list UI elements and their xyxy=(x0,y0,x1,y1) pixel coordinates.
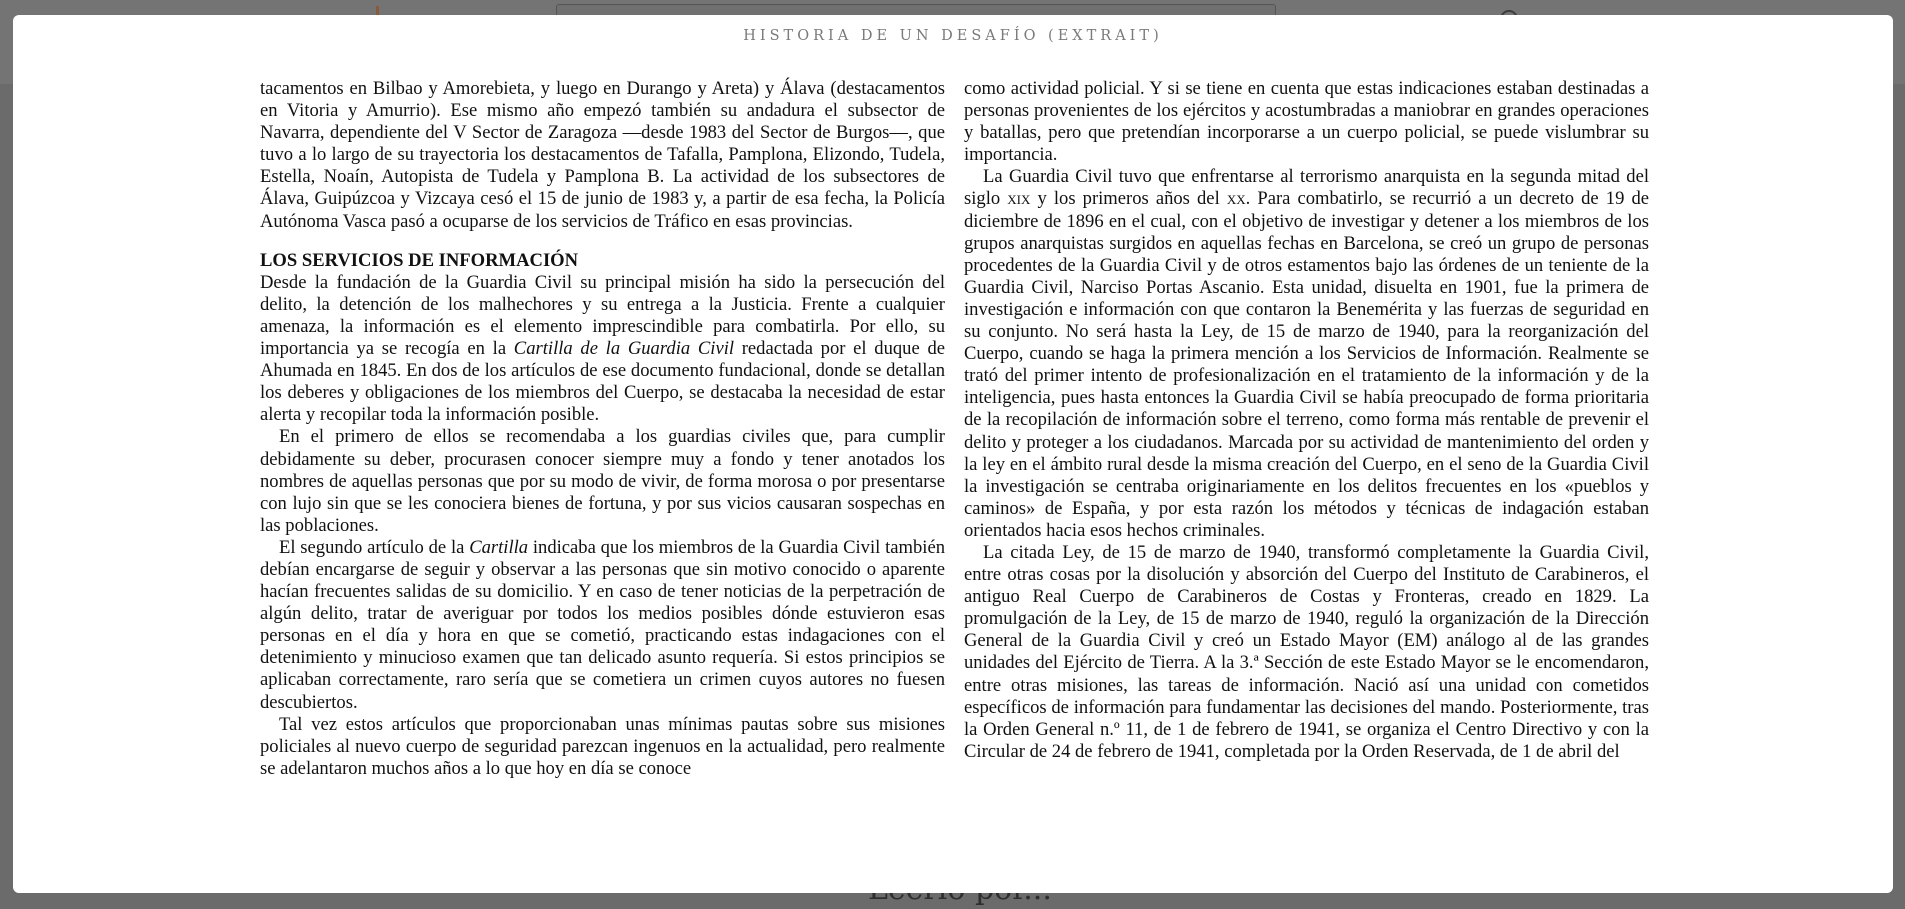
text-column-left xyxy=(260,78,945,780)
century-numeral: xx xyxy=(1226,188,1246,210)
text-run: El segundo artículo de la xyxy=(279,536,470,558)
text-run: redactada por el duque de Ahumada en 1845. En dos de los artículos de ese documento fundacional, donde se detallan los deberes y obligaciones de los miembros del Cuerpo, se destacaba la necesidad de estar alerta y recopilar toda la información posible. xyxy=(260,338,945,426)
paragraph: La citada Ley, de 15 de marzo de 1940, transformó completamente la Guardia Civil, entre otras cosas por la disolución y absorción del Cuerpo del Instituto de Carabineros, el antiguo Real Cuerpo de Carabineros de Costas y Fronteras, creado en 1829. La promulgación de la Ley, de 15 de marzo de 1940, reguló la organización de la Dirección General de la Guardia Civil y creó un Estado Mayor (EM) análogo al de las grandes unidades del Ejército de Tierra. A la 3.ª Sección de este Estado Mayor se le encomendaron, entre otras misiones, las tareas de información. Nació así una unidad con cometidos específicos de información para fundamentar las decisiones del mando. Posteriormente, tras la Orden General n.º 11, de 1 de febrero de 1941, se organiza el Centro Directivo y con la Circular de 24 de febrero de 1941, completada por la Orden Reservada, de 1 de abril del xyxy=(964,541,1649,762)
text-run: y los primeros años del xyxy=(1030,188,1227,210)
modal-title: HISTORIA DE UN DESAFÍO (EXTRAIT) xyxy=(743,28,1163,44)
paragraph: Tal vez estos artículos que proporcionaban unas mínimas pautas sobre sus misiones policiales al nuevo cuerpo de seguridad parezcan ingenuos en la actualidad, pero realmente se adelantaron muchos años a lo que hoy en día se conoce xyxy=(260,713,945,779)
text-run: La Guardia Civil tuvo que enfrentarse al terrorismo anarquista en la segunda mitad del siglo xyxy=(964,166,1649,210)
text-column-right xyxy=(964,78,1649,763)
italic-title: Cartilla de la Guardia Civil xyxy=(513,338,735,360)
text-run: . Para combatirlo, se recurrió a un decreto de 19 de diciembre de 1896 en el cual, con el objetivo de investigar y detener a los miembros de los grupos anarquistas surgidos en aquellas fechas en Barcelona, se creó un grupo de personas procedentes de la Guardia Civil y de otros estamentos bajo las órdenes de un teniente de la Guardia Civil, Narciso Portas Ascanio. Esta unidad, disuelta en 1901, fue la primera de investigación e información con que contaron la Benemérita y las fuerzas de seguridad en su conjunto. No será hasta la Ley, de 15 de marzo de 1940, para la reorganización del Cuerpo, cuando se haga la primera mención a los Servicios de Información. Realmente se trató del primer intento de profesionalización en el tratamiento de la información y de la inteligencia, pues hasta entonces la Guardia Civil se había preocupado de forma prioritaria de la recopilación de información sobre el terreno, como forma más rentable de prevenir el delito y proteger a los ciudadanos. Marcada por su actividad de mantenimiento del orden y la ley en el ámbito rural desde la misma creación del Cuerpo, en el seno de la Guardia Civil la investigación se centraba originariamente en los delitos frecuentes en los «pueblos y caminos» de España, y por esta razón los métodos y técnicas de indagación estaban orientados hacia esos hechos criminales. xyxy=(964,188,1650,541)
excerpt-modal xyxy=(13,15,1893,893)
paragraph: como actividad policial. Y si se tiene en cuenta que estas indicaciones estaban destinadas a personas provenientes de los ejércitos y acostumbradas a maniobrar en grandes operaciones y batallas, pero que pretendían incorporarse a un cuerpo policial, se puede vislumbrar su importancia. xyxy=(964,78,1649,166)
paragraph xyxy=(260,272,945,427)
paragraph: En el primero de ellos se recomendaba a los guardias civiles que, para cumplir debidamente su deber, procurasen conocer siempre muy a fondo y tener anotados los nombres de aquellas personas que por su modo de vivir, de forma morosa o por presentarse con lujo sin que se les conociera bienes de fortuna, y por sus vicios causaran sospechas en las poblaciones. xyxy=(260,426,945,536)
paragraph xyxy=(260,537,945,714)
text-run: indicaba que los miembros de la Guardia Civil también debían encargarse de seguir y observar a las personas que sin motivo conocido o aparente hacían frecuentes salidas de su domicilio. Y en caso de tener noticias de la perpetración de algún delito, tratar de averiguar por todos los medios posibles dónde estuvieron esas personas en el día y hora en que se cometió, practicando estas indagaciones con el detenimiento y minucioso examen que tan delicado asunto requería. Si estos principios se aplicaban correctamente, raro sería que se cometiera un crimen cuyos autores no fuesen descubiertos. xyxy=(260,536,945,713)
century-numeral: xix xyxy=(1007,188,1031,210)
text-run: Desde la fundación de la Guardia Civil su principal misión ha sido la persecución del delito, la detención de los malhechores y su entrega a la Justicia. Frente a cualquier amenaza, la información es el elemento imprescindible para combatirla. Por ello, su importancia ya se recogía en la xyxy=(260,271,945,360)
section-heading: LOS SERVICIOS DE INFORMACIÓN xyxy=(260,249,579,271)
paragraph xyxy=(964,166,1649,542)
italic-title: Cartilla xyxy=(469,536,529,558)
paragraph: tacamentos en Bilbao y Amorebieta, y luego en Durango y Areta) y Álava (destacamentos en Vitoria y Amurrio). Ese mismo año empezó también su andadura el subsector de Navarra, dependiente del V Sector de Zaragoza —desde 1983 del Sector de Burgos—, que tuvo a lo largo de su trayectoria los destacamentos de Tafalla, Pamplona, Elizondo, Tudela, Estella, Noaín, Autopista de Tudela y Pamplona B. La actividad de los subsectores de Álava, Guipúzcoa y Vizcaya cesó el 15 de junio de 1983 y, a partir de esa fecha, la Policía Autónoma Vasca pasó a ocuparse de los servicios de Tráfico en esas provincias. xyxy=(260,78,945,232)
